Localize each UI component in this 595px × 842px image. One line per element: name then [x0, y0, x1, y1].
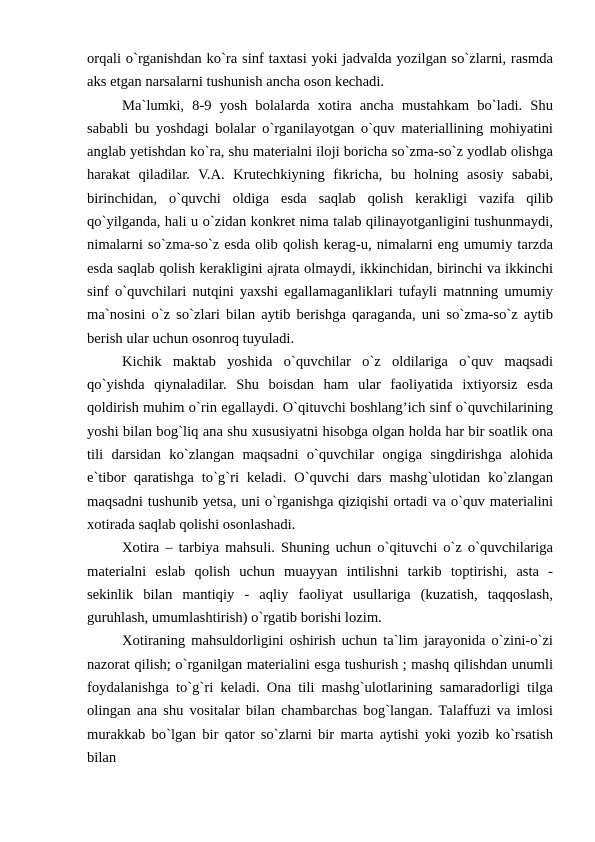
paragraph-memory-age: Ma`lumki, 8-9 yosh bolalarda xotira ancha mustahkam bo`ladi. Shu sababli bu yoshdagi bolalar o`rganilayotgan o`quv materiallining mohiyatini anglab yetishdan ko`ra, shu materialni iloji boricha so`zma-so`z yodlab olishga harakat qiladilar. V.A. Krutechkiyning fikricha, bu holning asosiy sababi, birinchidan, o`quvchi oldiga esda saqlab qolish kerakligi vazifa qilib qo`yilganda, hali u o`zidan konkret nima talab qilinayotganligini tushunmaydi, nimalarni so`zma-so`z esda olib qolish kerag-u, nimalarni eng umumiy tarzda esda saqlab qolish kerakligini ajrata olmaydi, ikkinchidan, birinchi va ikkinchi sinf o`quvchilari nutqini yaxshi egallamaganliklari tufayli matnning umumiy ma`nosini o`z so`zlari bilan aytib berishga qaraganda, uni so`zma-so`z aytib berish ular uchun osonroq tuyuladi. — [87, 97, 553, 347]
paragraph-memory-productivity: Xotiraning mahsuldorligini oshirish uchun ta`lim jarayonida o`zini-o`zi nazorat qilish; o`rganilgan materialini esga tushurish ; mashq qilishdan unumli foydalanishga to`g`ri keladi. Ona tili mashg`ulotlarining samaradorligi tilga olingan ana shu vositalar bilan chambarchas bog`langan. Talaffuzi va imlosi murakkab bo`lgan bir qator so`zlarni bir marta aytishi yoki yozib ko`rsatish bilan — [87, 633, 553, 766]
paragraph-learning-goal: Kichik maktab yoshida o`quvchilar o`z oldilariga o`quv maqsadi qo`yishda qiynaladilar. Shu boisdan ham ular faoliyatida ixtiyorsiz esda qoldirish muhim o`rin egallaydi. O`qituvchi boshlang’ich sinf o`quvchilarining yoshi bilan bog`liq ana shu xususiyatni hisobga olgan holda har bir soatlik ona tili darsidan ko`zlangan maqsadni o`quvchilar ongiga singdirishga alohida e`tibor qaratishga to`g`ri keladi. O`quvchi dars mashg`ulotidan ko`zlangan maqsadni tushunib yetsa, uni o`rganishga qiziqishi ortadi va o`quv materialini xotirada saqlab qolishi osonlashadi. — [87, 353, 553, 533]
document-body — [87, 48, 553, 770]
paragraph-memory-upbringing: Xotira – tarbiya mahsuli. Shuning uchun o`qituvchi o`z o`quvchilariga materialni eslab qolish uchun muayyan intilishni tarkib toptirishi, asta - sekinlik bilan mantiqiy - aqliy faoliyat usullariga (kuzatish, taqqoslash, guruhlash, umumlashtirish) o`rgatib borishi lozim. — [87, 540, 553, 627]
paragraph-continuation: orqali o`rganishdan ko`ra sinf taxtasi yoki jadvalda yozilgan so`zlarni, rasmda aks etgan narsalarni tushunish ancha oson kechadi. — [87, 51, 553, 91]
